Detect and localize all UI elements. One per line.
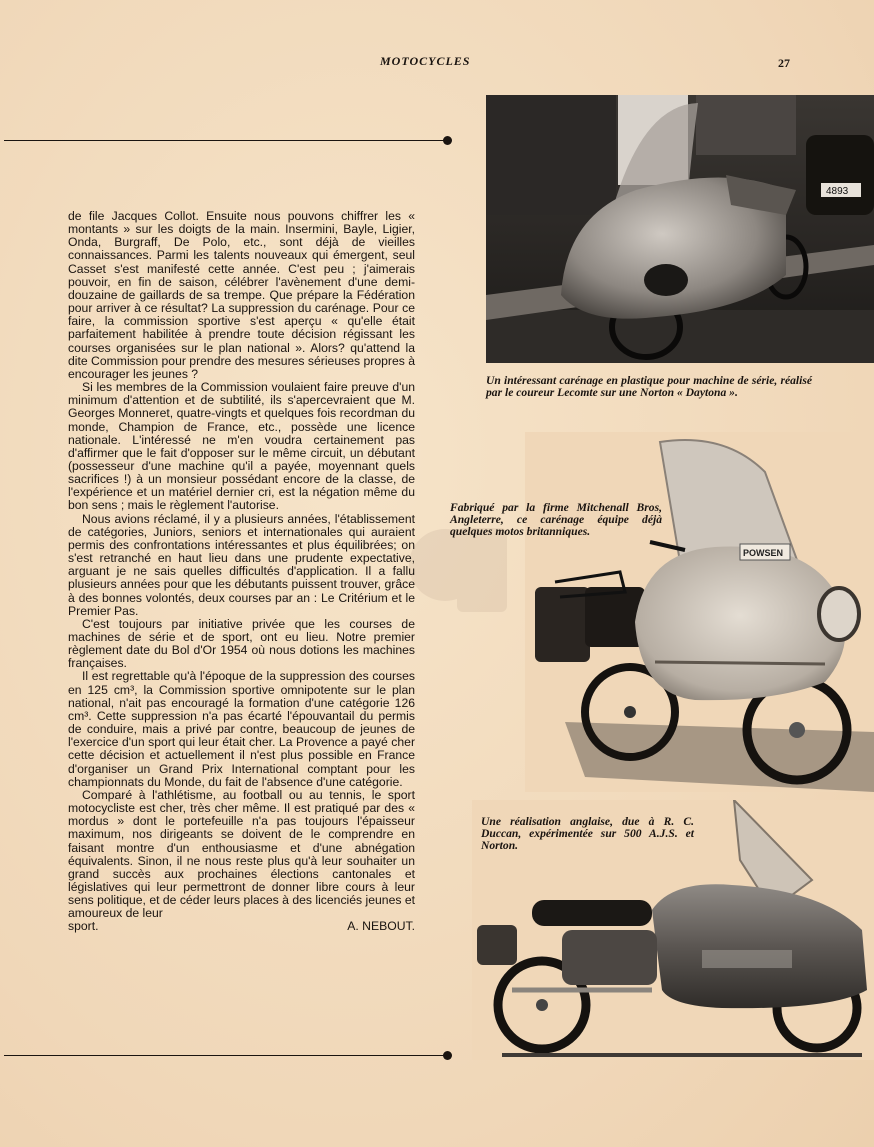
article-paragraph: Nous avions réclamé, il y a plusieurs années, l'établissement de catégories, Juniors, seniors et internationales qui auraient permis des confrontations intéressantes et plus équilibrées; on s'est retranché en haut lieu dans une prudente expectative, arguant je ne sais quelles difficultés d'application. Il a fallu plusieurs années pour que les débutants puissent trouver, grâce à des bonnes volontés, deux courses par an : Le Critérium et le Premier Pas. [68,511,415,618]
page-number: 27 [778,56,790,70]
author-name: A. NEBOUT. [347,919,415,934]
bottom-rule-dot [443,1051,452,1060]
signature-line [68,920,415,933]
article-paragraph: Il est regrettable qu'à l'époque de la suppression des courses en 125 cm³, la Commission sportive omnipotente sur le plan national, n'ait pas encouragé la formation d'une catégorie 126 cm³. Cette suppression n'a pas écarté l'épouvantail du permis de conduire, mais a privé par contre, beaucoup de jeunes de l'exercice d'un sport qui leur était cher. La Provence a payé cher cette décision et actuellement il n'est plus possible en France d'organiser un Grand Prix International comptant pour les championnats du Monde, du fait de l'absence d'une catégorie. [68,669,415,789]
top-rule [4,140,446,141]
photo-mitchenall-fairing [525,432,874,792]
article-paragraph: C'est toujours par initiative privée que les courses de machines de série et de sport, ont eu lieu. Notre premier règlement date du Bol d'Or 1954 où nous dotions les machines françaises. [68,616,415,671]
bottom-rule [4,1055,446,1056]
last-word: sport. [68,919,99,934]
caption-photo-1: Un intéressant carénage en plastique pour machine de série, réalisé par le coureur Lecomte sur une Norton « Daytona ». [486,374,812,399]
photo-lecomte-fairing [486,95,874,363]
article-paragraph: Comparé à l'athlétisme, au football ou au tennis, le sport motocycliste est cher, très cher même. Il est pratiqué par des « mordus » dont le portefeuille n'a pas toujours l'épaisseur maximum, nos dirigeants se doivent de le comprendre en faisant montre d'un enthousiasme et d'une abnégation équivalents. Sinon, il ne nous reste plus qu'à leur souhaiter un grand succès aux prochaines élections cantonales et législatives qui leur permettront de donner libre cours à leur sens politique, et de céder leurs places à des licenciés jeunes et amoureux de leur [68,787,415,921]
fairing-brand-text: POWSEN [743,548,784,558]
article-paragraph: Si les membres de la Commission voulaient faire preuve d'un minimum d'attention et de subtilité, ils s'apercevraient que M. Georges Monneret, quatre-vingts et quelques fois recordman du monde, Champion de France, etc., possède une licence nationale. L'intéressé ne m'en voudra certainement pas d'affirmer que le fait d'opposer sur le même circuit, un débutant (possesseur d'une machine qu'il a payée, moyennant quels sacrifices !) à un monsieur possédant encore de la classe, de l'expérience et un matériel dernier cri, est la négation même du bon sens ; mais le règlement l'autorise. [68,380,415,513]
top-rule-dot [443,136,452,145]
caption-photo-3: Une réalisation anglaise, due à R. C. Duccan, expérimentée sur 500 A.J.S. et Norton. [481,815,694,852]
license-plate: 4893 [826,186,849,197]
article-body [68,210,415,934]
running-header: MOTOCYCLES [380,54,471,68]
caption-photo-2: Fabriqué par la firme Mitchenall Bros, Angleterre, ce carénage équipe déjà quelques motos britanniques. [450,501,662,538]
article-paragraph: de file Jacques Collot. Ensuite nous pouvons chiffrer les « montants » sur les doigts de la main. Insermini, Bayle, Ligier, Onda, Burgraff, De Polo, etc., sont déjà de vieilles connaissances. Parmi les talents nouveaux qui émergent, seul Casset s'est manifesté cette année. C'est peu ; j'aimerais pouvoir, en fin de saison, célébrer l'avènement d'une demi-douzaine de gaillards de sa trempe. Que prépare la Fédération pour arriver à ce résultat? La suppression du carénage. Pour ce faire, la commission sportive s'est aperçu « qu'elle était parfaitement habilitée à prendre toute décision régissant les courses organisées sur le plan national ». Alors? qu'attend la dite Commission pour prendre des mesures sérieuses propres à encourager les jeunes ? [68,209,415,381]
